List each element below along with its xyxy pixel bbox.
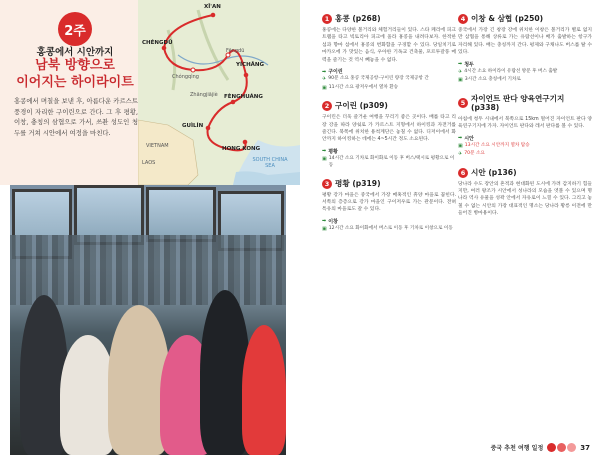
transport-head: [322, 218, 456, 225]
peak-tram-photo: [10, 185, 286, 455]
map-city-fenghuang: FÈNGHUÁNG: [224, 94, 263, 100]
train-icon: ▣: [322, 155, 327, 162]
intro-box: [0, 0, 150, 185]
transport-info: [322, 148, 456, 170]
train-icon: ▣: [322, 225, 327, 232]
transport-destination: 이창: [328, 218, 338, 225]
transport-destination: 시안: [464, 135, 474, 142]
transport-line: [322, 76, 456, 84]
transport-info: [322, 218, 456, 234]
entry-head: [322, 101, 456, 111]
itinerary-entry: [458, 94, 592, 159]
arrow-icon: ➡: [322, 68, 327, 75]
duration-badge: 2주: [58, 12, 92, 46]
plane-icon: ✈: [458, 151, 463, 157]
intro-title-line3: 이어지는 하이라이트: [16, 74, 134, 90]
entry-number: 5: [458, 98, 468, 108]
transport-info: [458, 61, 592, 85]
column-right: [458, 14, 592, 227]
arrow-icon: ➡: [458, 135, 463, 141]
entry-body: 당나라 수도 장안의 흔적과 현대화된 도시에 가려 감지하기 힘들지만, 여러 왕조가 시안에서 성나라의 모습을 엿볼 수 있으며 명나라 역사 유물을 성곽 안에서 자유로이 느낄 수 있다. 그리고 놓칠 수 없는 시안의 가장 대표적인 명소는 당나라 황릉 이전에 만들어진 병마용이다.: [458, 181, 592, 217]
transport-head: [322, 148, 456, 155]
transport-text: 12시간 소요 화이화에서 버스로 이동 후 기차로 이창으로 이동: [328, 225, 453, 231]
intro-body: 홍콩에서 며칠을 보낸 후, 아름다운 카르스트 풍경이 자리한 구이린으로 간다. 그 후 평황, 이창, 충칭의 삼협으로 가서, 쓰촨 성도인 청두를 거쳐 시안에서 여정을 마친다.: [14, 97, 138, 137]
entry-number: 2: [322, 101, 332, 111]
entry-title: 시안 (p136): [471, 167, 517, 177]
transport-head: [458, 61, 592, 68]
itinerary-entry: [322, 14, 456, 92]
entry-body: 아침에 청두 시내에서 북쪽으로 15km 떨어진 자이언트 판다 양육연구기지에 가자. 자이언트 판다와 레서 판다를 볼 수 있다.: [458, 116, 592, 130]
entry-title: 자이언트 판다 양육연구기지 (p338): [471, 93, 565, 113]
map-label-zhangjiajie: Zhāngjiājiè: [190, 92, 218, 98]
transport-head: [322, 68, 456, 75]
map-label-fengdu: Fēngdū: [226, 48, 245, 54]
transport-line: [458, 151, 592, 159]
plane-icon: ✈: [322, 76, 327, 83]
intro-title-line2: 남북 방향으로: [35, 58, 115, 73]
transport-destination: 구이린: [328, 69, 343, 76]
entry-body: 중국에서 가장 긴 창장 강에 위치한 이창은 볼거리가 별로 없지만 삼협을 통해 상류로 가는 유람선이나 배가 출발하는 항구가 자리해 있다. 배는 충칭까지 간다. 평제와 구채나도 버스를 탈 수 있다.: [458, 28, 592, 56]
map-city-yichang: YÍCHĀNG: [236, 62, 265, 68]
transport-head: [458, 135, 592, 142]
transport-line: [458, 77, 592, 85]
transport-text: 11시간 소요 광저우에서 열차 환승: [328, 84, 399, 90]
entry-body: 홍콩에는 다양한 볼거리와 체험거리들이 있다. 스타 페리에 피크 트램을 타고 빅토리아 피크에 올라 홍콩을 내려다보자. 한적한 섬과 향마 섬에서 홍콩의 번화함을 구경할 수 있다. 당일치기로 마카오에 가 맛있는 음식, 우아한 기독교 건축물, 포르투갈풍 매력을 즐기는 것 역시 빼놓을 수 없다.: [322, 28, 456, 63]
footer-dot: [557, 443, 566, 452]
entry-head: [322, 14, 456, 24]
entry-number: 1: [322, 14, 332, 24]
itinerary-entry: [322, 101, 456, 169]
transport-destination: 평황: [328, 148, 338, 155]
transport-text: 14시간 소요 기차로 화이화로 이동 후 버스/택시로 평황으로 이동: [328, 155, 455, 168]
train-icon: ▣: [322, 84, 327, 91]
map-label-laos: LAOS: [142, 160, 156, 166]
entry-title: 홍콩 (p268): [335, 14, 381, 24]
footer-dots: [547, 443, 576, 452]
transport-text: 13시간 소요 시안까지 열차 탑승: [464, 142, 530, 148]
boat-icon: ✈: [458, 68, 463, 75]
footer-dot: [567, 443, 576, 452]
entry-title: 구이린 (p309): [335, 101, 388, 111]
transport-text: 70분 소요: [464, 151, 485, 156]
map-city-xian: XĪ'AN: [204, 4, 221, 10]
person: [242, 325, 286, 455]
intro-title-line1: 홍콩에서 시안까지: [36, 47, 114, 58]
map-label-sea: SOUTH CHINA SEA: [252, 157, 288, 169]
transport-line: [322, 85, 456, 93]
footer-dot: [547, 443, 556, 452]
transport-destination: 청두: [464, 61, 474, 68]
entry-title: 이창 & 삼협 (p250): [471, 14, 544, 24]
intro-title: [0, 58, 150, 92]
transport-info: [458, 135, 592, 159]
entry-body: 구이린은 더욱 즐거운 여행을 꾸리기 좋은 곳이다. 배를 타고 리장 강을 따라 양숴로 가 카르스트 지형에서 하이킹과 자전거를 즐긴다. 북쪽에 위치한 용척계단은 놓칠 수 없다. 디저이에서 화안까지 하이킹하는 데에는 4~5시간 정도 소요된다.: [322, 115, 456, 143]
page-footer: [491, 443, 590, 452]
entry-head: [458, 94, 592, 113]
transport-line: [322, 156, 456, 170]
page-number: 37: [580, 443, 590, 452]
tram-window: [146, 187, 216, 242]
transport-text: 3시간 소요 충칭에서 기차로: [464, 77, 521, 83]
itinerary-entry: [458, 168, 592, 218]
entry-body: 평황 강가 마을은 중국에서 가장 매혹적인 휴양 마을로 꼽힌다. 서쪽의 층층으로 강가 마을인 구이저우로 가는 관문이다. 전혀 특유의 마을로도 갈 수 있다.: [322, 192, 456, 213]
transport-info: [322, 68, 456, 92]
route-map: [138, 0, 300, 185]
map-city-hongkong: HONG KONG: [222, 146, 261, 152]
map-city-chengdu: CHÉNGDŪ: [142, 40, 173, 46]
city-skyline: [10, 235, 286, 305]
entry-head: [322, 179, 456, 189]
transport-line: [458, 69, 592, 77]
transport-text: 90분 소요 홍콩 국제공항-구이린 량장 국제공항 간: [328, 76, 429, 82]
train-icon: ▣: [458, 77, 463, 84]
right-page: [300, 0, 600, 462]
train-icon: ▣: [458, 142, 463, 149]
entry-number: 6: [458, 168, 468, 178]
map-label-chongqing: Chóngqìng: [172, 74, 199, 80]
entry-number: 4: [458, 14, 468, 24]
arrow-icon: ➡: [322, 218, 327, 225]
transport-line: [322, 226, 456, 234]
entry-number: 3: [322, 179, 332, 189]
entry-head: [458, 168, 592, 178]
footer-section-title: 중국 추천 여행 일정: [490, 445, 544, 452]
entry-head: [458, 14, 592, 24]
itinerary-entry: [458, 14, 592, 85]
entry-title: 평황 (p319): [335, 178, 381, 188]
transport-line: [458, 143, 592, 151]
column-left: [322, 14, 456, 242]
itinerary-entry: [322, 179, 456, 234]
arrow-icon: ➡: [458, 61, 463, 68]
arrow-icon: ➡: [322, 148, 327, 155]
transport-text: 4시간 소요 하이라이 유람선 방문 후 버스 출발: [464, 68, 558, 74]
map-label-vietnam: VIETNAM: [146, 143, 169, 149]
map-city-guilin: GUÌLÍN: [182, 123, 204, 129]
